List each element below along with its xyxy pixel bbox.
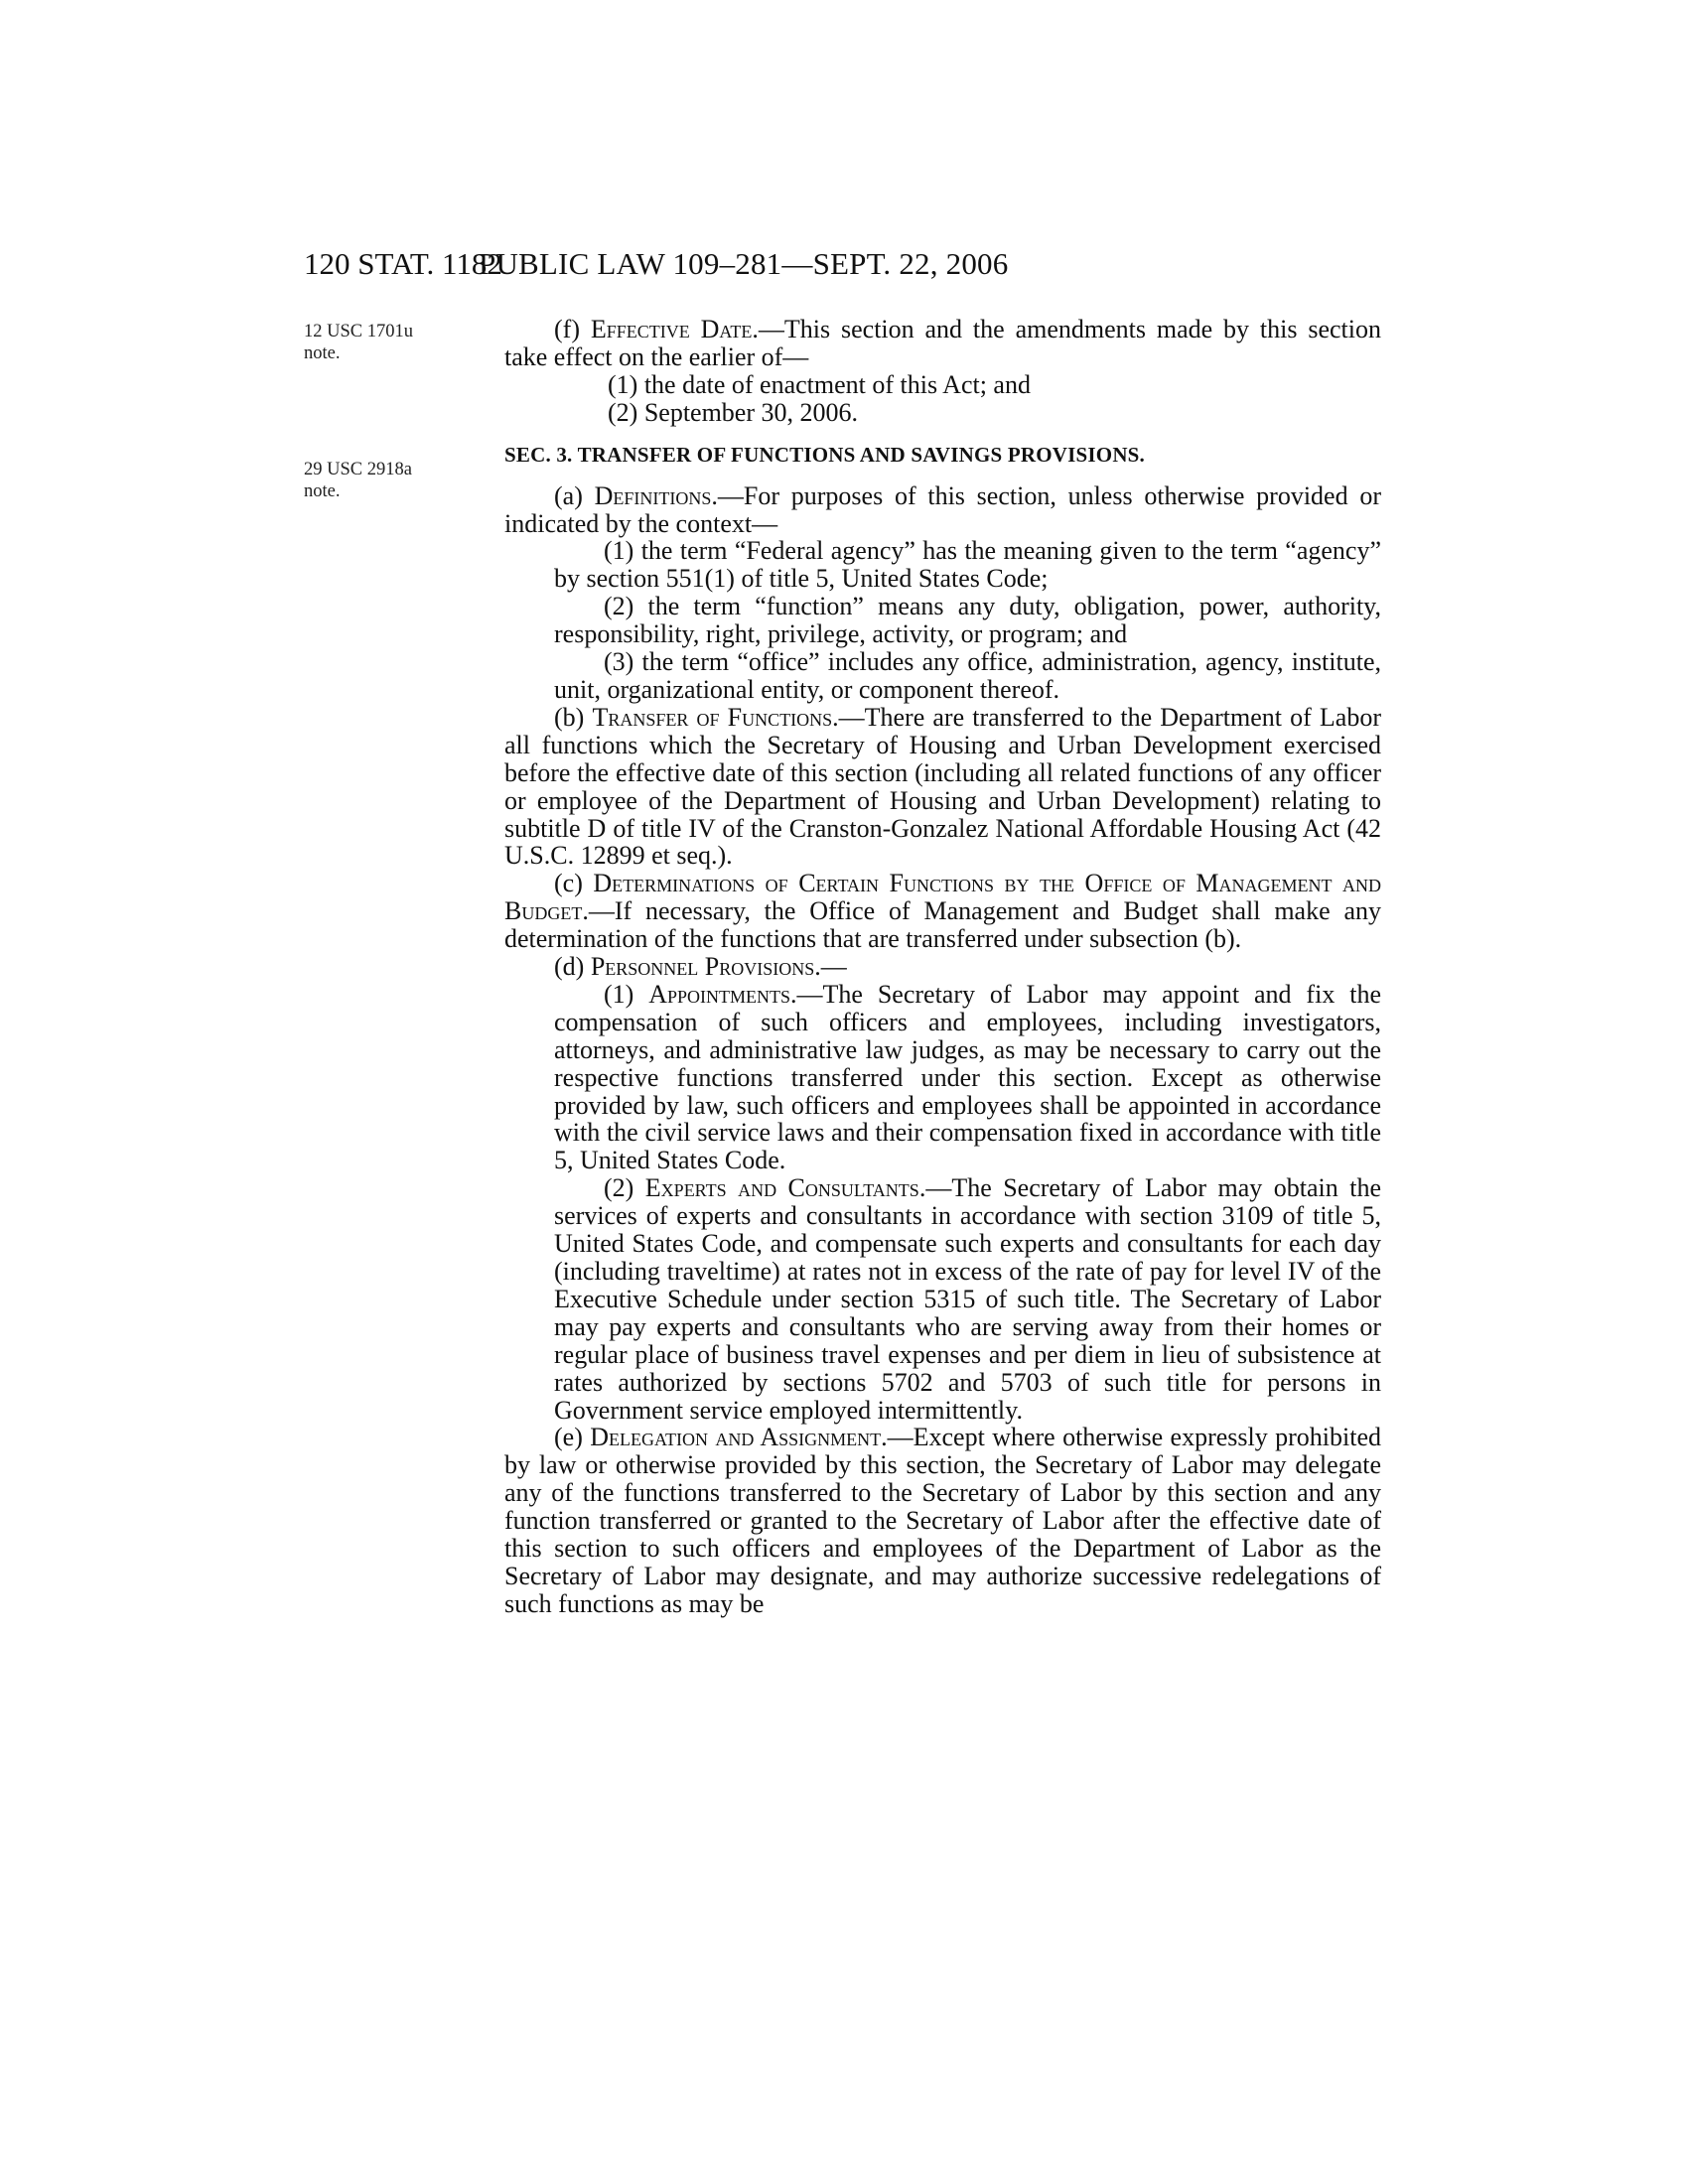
subsection-label: (d)	[554, 952, 591, 982]
subsection-c	[504, 870, 1381, 953]
paragraph: (2) September 30, 2006.	[608, 397, 859, 427]
margin-note-1	[304, 321, 463, 364]
subsection-heading: Delegation and Assignment	[590, 1423, 882, 1452]
subsection-heading: Transfer of Functions	[592, 702, 833, 732]
subsection-a	[504, 482, 1381, 538]
subsection-label: (e)	[554, 1423, 591, 1452]
margin-note-line: 12 USC 1701u	[304, 322, 413, 341]
paragraph-text: .—The Secretary of Labor may appoint and fix the compensation of such officers and employees, including investigators, attorneys, and administrative law judges, as may be necessary to carry out the respective functions transferred under this section. Except as otherwise provided by law, such officers and employees shall be appointed in accordance with the civil service laws and their compensation fixed in accordance with title 5, United States Code.	[554, 979, 1381, 1175]
subsection-d	[504, 953, 1381, 981]
margin-note-line: note.	[304, 481, 341, 501]
paragraph-heading: Experts and Consultants	[644, 1173, 919, 1203]
subsection-b	[504, 704, 1381, 870]
page-header	[304, 246, 1221, 286]
subsection-heading: Personnel Provisions	[590, 952, 815, 982]
margin-note-line: 29 USC 2918a	[304, 460, 412, 479]
subsection-text: .—	[814, 952, 847, 982]
subsection-label: (f)	[554, 315, 591, 343]
subsection-text: .—There are transferred to the Department of Labor all functions which the Secretary of Housing and Urban Development exercised before the effective date of this section (including all related functions of any officer or employee of the Department of Housing and Urban Development) relating to subtitle D of title IV of the Cranston-Gonzalez National Affordable Housing Act (42 U.S.C. 12899 et seq.).	[504, 702, 1381, 871]
subsection-heading: Effective Date	[590, 315, 753, 343]
subsection-label: (c)	[554, 869, 594, 898]
paragraph-heading: Appointments	[648, 979, 791, 1009]
subsection-f	[504, 316, 1381, 371]
subsection-text: .—If necessary, the Office of Management and Budget shall make any determination of the functions that are transferred under subsection (b).	[504, 896, 1381, 954]
subsection-text: .—This section and the amendments made by this section take effect on the earlier of—	[504, 315, 1381, 371]
margin-note-2	[304, 459, 463, 502]
subsection-label: (b)	[554, 702, 593, 732]
stat-page-number: 120 STAT. 1182	[304, 246, 502, 281]
paragraph: (1) the date of enactment of this Act; and	[608, 369, 1031, 399]
public-law-title: PUBLIC LAW 109–281—SEPT. 22, 2006	[479, 246, 1009, 281]
subsection-heading: Determinations of Certain Functions by the Office of Management and Budget	[504, 869, 1382, 926]
section-heading: SEC. 3. TRANSFER OF FUNCTIONS AND SAVINGS PROVISIONS.	[504, 442, 1146, 467]
subsection-text: .—Except where otherwise expressly prohibited by law or otherwise provided by this section, the Secretary of Labor may delegate any of the functions transferred to the Secretary of Labor by this section and any function transferred or granted to the Secretary of Labor after the effective date of this section to such officers and employees of the Department of Labor as the Secretary of Labor may designate, and may authorize successive redelegations of such functions as may be	[504, 1423, 1381, 1618]
statute-body	[504, 316, 1381, 1618]
subsection-e	[504, 1424, 1381, 1617]
paragraph-d1	[504, 981, 1381, 1174]
paragraph-label: (2)	[604, 1173, 645, 1203]
paragraph-text: .—The Secretary of Labor may obtain the services of experts and consultants in accordance with section 3109 of title 5, United States Code, and compensate such experts and consultants for each day (including traveltime) at rates not in excess of the rate of pay for level IV of the Executive Schedule under section 5315 of such title. The Secretary of Labor may pay experts and consultants who are serving away from their homes or regular place of business travel expenses and per diem in lieu of subsistence at rates authorized by sections 5702 and 5703 of such title for persons in Government service employed intermittently.	[554, 1173, 1381, 1425]
paragraph: (2) the term “function” means any duty, obligation, power, authority, responsibility, right, privilege, activity, or program; and	[554, 592, 1381, 649]
subsection-heading: Definitions	[594, 480, 712, 510]
margin-note-line: note.	[304, 343, 341, 363]
subsection-text: .—For purposes of this section, unless otherwise provided or indicated by the context—	[504, 480, 1381, 538]
paragraph: (1) the term “Federal agency” has the meaning given to the term “agency” by section 551(1) of title 5, United States Code;	[554, 536, 1381, 594]
paragraph-d2	[504, 1174, 1381, 1424]
subsection-label: (a)	[554, 480, 595, 510]
paragraph-label: (1)	[604, 979, 649, 1009]
paragraph: (3) the term “office” includes any office, administration, agency, institute, unit, organizational entity, or component thereof.	[554, 647, 1381, 704]
